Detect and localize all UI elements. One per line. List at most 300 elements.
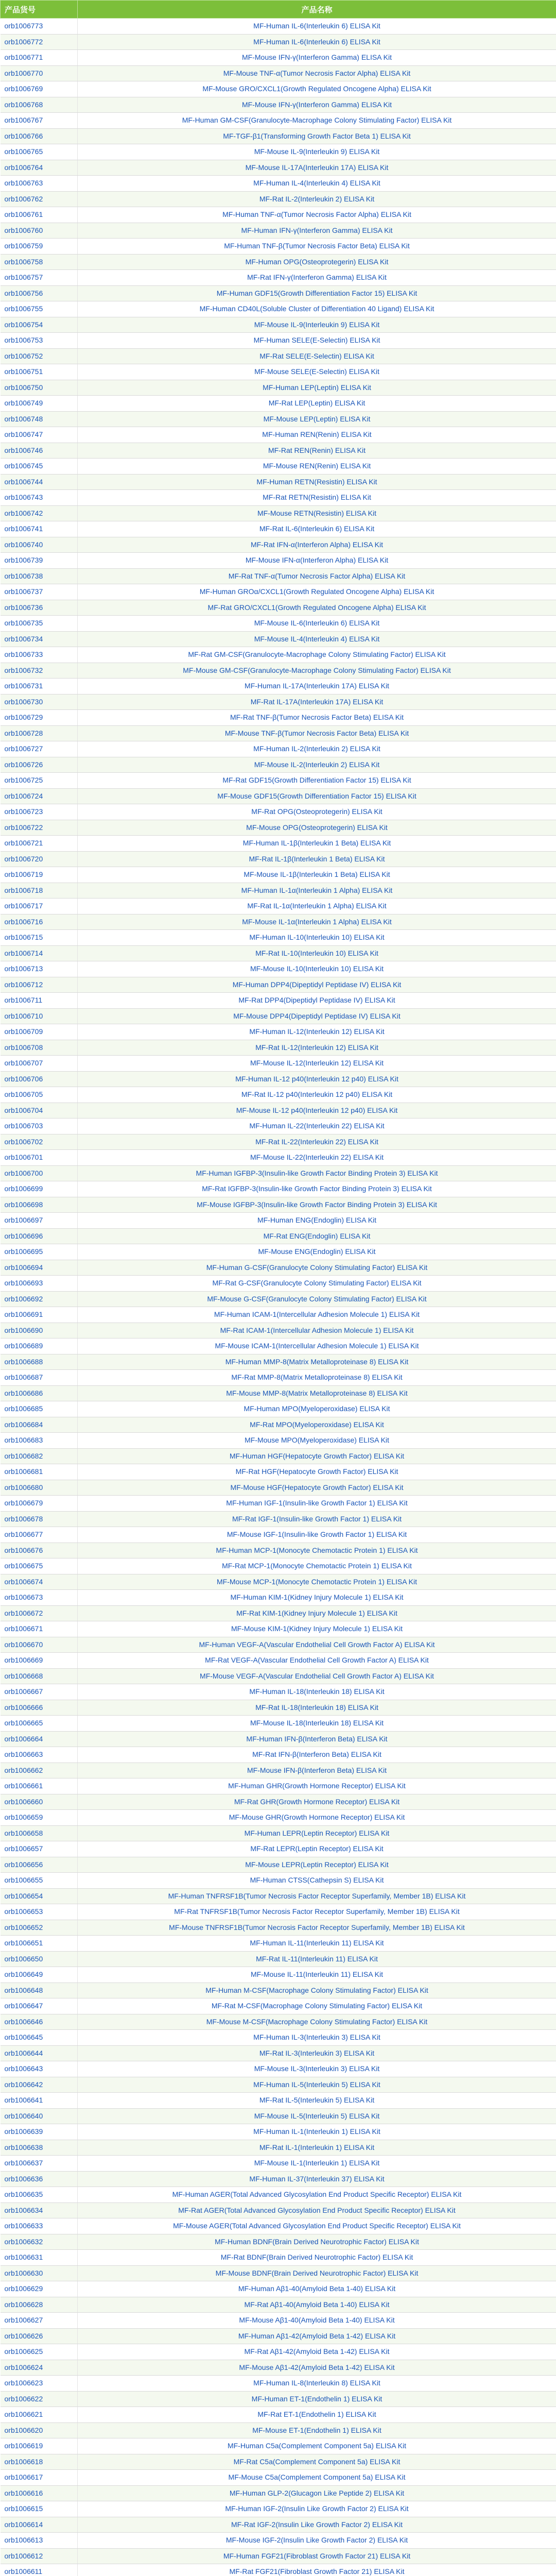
catalog-number-cell: orb1006615 bbox=[1, 2501, 78, 2517]
product-name-cell[interactable]: MF-Rat IL-1(Interleukin 1) ELISA Kit bbox=[78, 2140, 556, 2156]
product-name-cell[interactable]: MF-Human IL-12 p40(Interleukin 12 p40) ELISA Kit bbox=[78, 1071, 556, 1087]
product-name-cell[interactable]: MF-Mouse IL-5(Interleukin 5) ELISA Kit bbox=[78, 2108, 556, 2124]
product-name-cell[interactable]: MF-Rat GHR(Growth Hormone Receptor) ELISA Kit bbox=[78, 1794, 556, 1810]
product-name-cell[interactable]: MF-Mouse LEPR(Leptin Receptor) ELISA Kit bbox=[78, 1857, 556, 1873]
product-name-cell[interactable]: MF-Rat ET-1(Endothelin 1) ELISA Kit bbox=[78, 2407, 556, 2423]
table-row bbox=[1, 2077, 556, 2093]
table-row bbox=[1, 2344, 556, 2360]
catalog-number-cell: orb1006730 bbox=[1, 694, 78, 710]
product-name-cell[interactable]: MF-Human BDNF(Brain Derived Neurotrophic Factor) ELISA Kit bbox=[78, 2234, 556, 2250]
product-name-cell[interactable]: MF-Mouse TNFRSF1B(Tumor Necrosis Factor Receptor Superfamily, Member 1B) ELISA Kit bbox=[78, 1920, 556, 1936]
product-name-cell[interactable]: MF-Rat IFN-α(Interferon Alpha) ELISA Kit bbox=[78, 537, 556, 553]
product-name-cell[interactable]: MF-Human C5a(Complement Component 5a) ELISA Kit bbox=[78, 2438, 556, 2454]
product-name-cell[interactable]: MF-Human M-CSF(Macrophage Colony Stimulating Factor) ELISA Kit bbox=[78, 1982, 556, 1998]
product-name-cell[interactable]: MF-Human IL-18(Interleukin 18) ELISA Kit bbox=[78, 1684, 556, 1700]
table-row bbox=[1, 50, 556, 66]
table-row bbox=[1, 1464, 556, 1480]
product-name-cell[interactable]: MF-Human IGFBP-3(Insulin-like Growth Factor Binding Protein 3) ELISA Kit bbox=[78, 1165, 556, 1181]
product-name-cell[interactable]: MF-Mouse OPG(Osteoprotegerin) ELISA Kit bbox=[78, 820, 556, 836]
product-name-cell[interactable]: MF-Mouse TNF-β(Tumor Necrosis Factor Beta) ELISA Kit bbox=[78, 725, 556, 741]
product-name-cell[interactable]: MF-Human GM-CSF(Granulocyte-Macrophage Colony Stimulating Factor) ELISA Kit bbox=[78, 113, 556, 129]
catalog-number-cell: orb1006624 bbox=[1, 2360, 78, 2376]
product-name-cell[interactable]: MF-Mouse IGF-1(Insulin-like Growth Factor 1) ELISA Kit bbox=[78, 1527, 556, 1543]
table-row bbox=[1, 1338, 556, 1354]
product-name-cell[interactable]: MF-Human AGER(Total Advanced Glycosylation End Product Specific Receptor) ELISA Kit bbox=[78, 2187, 556, 2203]
table-row bbox=[1, 663, 556, 679]
catalog-number-cell: orb1006650 bbox=[1, 1951, 78, 1967]
product-name-cell[interactable]: MF-Rat ENG(Endoglin) ELISA Kit bbox=[78, 1228, 556, 1244]
catalog-number-cell: orb1006621 bbox=[1, 2407, 78, 2423]
product-name-cell[interactable]: MF-Mouse IL-9(Interleukin 9) ELISA Kit bbox=[78, 317, 556, 333]
product-name-cell[interactable]: MF-Human IL-4(Interleukin 4) ELISA Kit bbox=[78, 176, 556, 192]
product-name-cell[interactable]: MF-Mouse IGF-2(Insulin Like Growth Factor 2) ELISA Kit bbox=[78, 2533, 556, 2549]
product-name-cell[interactable]: MF-Human HGF(Hepatocyte Growth Factor) ELISA Kit bbox=[78, 1448, 556, 1464]
table-row bbox=[1, 1621, 556, 1637]
table-row bbox=[1, 364, 556, 380]
product-name-cell[interactable]: MF-Rat IL-22(Interleukin 22) ELISA Kit bbox=[78, 1134, 556, 1150]
product-name-cell[interactable]: MF-Mouse IL-6(Interleukin 6) ELISA Kit bbox=[78, 616, 556, 632]
product-name-cell[interactable]: MF-Rat FGF21(Fibroblast Growth Factor 21) ELISA Kit bbox=[78, 2564, 556, 2576]
table-row bbox=[1, 616, 556, 632]
product-name-cell[interactable]: MF-Mouse DPP4(Dipeptidyl Peptidase IV) ELISA Kit bbox=[78, 1008, 556, 1024]
catalog-number-cell: orb1006753 bbox=[1, 333, 78, 349]
table-row bbox=[1, 97, 556, 113]
product-name-cell[interactable]: MF-Rat REN(Renin) ELISA Kit bbox=[78, 443, 556, 459]
product-name-cell[interactable]: MF-Human IL-11(Interleukin 11) ELISA Kit bbox=[78, 1936, 556, 1952]
table-row bbox=[1, 1527, 556, 1543]
table-row bbox=[1, 1684, 556, 1700]
catalog-number-cell: orb1006670 bbox=[1, 1637, 78, 1653]
table-row bbox=[1, 584, 556, 600]
product-name-cell[interactable]: MF-Human RETN(Resistin) ELISA Kit bbox=[78, 474, 556, 490]
product-name-cell[interactable]: MF-Human TNF-α(Tumor Necrosis Factor Alpha) ELISA Kit bbox=[78, 207, 556, 223]
table-row bbox=[1, 2533, 556, 2549]
product-name-cell[interactable]: MF-Rat RETN(Resistin) ELISA Kit bbox=[78, 490, 556, 506]
catalog-number-cell: orb1006685 bbox=[1, 1401, 78, 1417]
column-header-catalog-number: 产品货号 bbox=[1, 1, 78, 19]
product-name-cell[interactable]: MF-Human KIM-1(Kidney Injury Molecule 1) ELISA Kit bbox=[78, 1590, 556, 1606]
catalog-number-cell: orb1006690 bbox=[1, 1323, 78, 1338]
table-row bbox=[1, 1354, 556, 1370]
product-name-cell[interactable]: MF-Mouse IL-18(Interleukin 18) ELISA Kit bbox=[78, 1716, 556, 1732]
catalog-number-cell: orb1006682 bbox=[1, 1448, 78, 1464]
product-name-cell[interactable]: MF-Human IL-1β(Interleukin 1 Beta) ELISA Kit bbox=[78, 836, 556, 852]
table-row bbox=[1, 521, 556, 537]
table-row bbox=[1, 1150, 556, 1166]
product-name-cell[interactable]: MF-Mouse IFN-γ(Interferon Gamma) ELISA Kit bbox=[78, 97, 556, 113]
product-name-cell[interactable]: MF-Rat C5a(Complement Component 5a) ELISA Kit bbox=[78, 2454, 556, 2470]
product-name-cell[interactable]: MF-Rat IL-3(Interleukin 3) ELISA Kit bbox=[78, 2045, 556, 2061]
product-name-cell[interactable]: MF-Rat HGF(Hepatocyte Growth Factor) ELISA Kit bbox=[78, 1464, 556, 1480]
product-name-cell[interactable]: MF-Human LEPR(Leptin Receptor) ELISA Kit bbox=[78, 1825, 556, 1841]
product-name-cell[interactable]: MF-Rat Aβ1-40(Amyloid Beta 1-40) ELISA Kit bbox=[78, 2297, 556, 2313]
product-name-cell[interactable]: MF-Human CD40L(Soluble Cluster of Differentiation 40 Ligand) ELISA Kit bbox=[78, 301, 556, 317]
product-name-cell[interactable]: MF-Rat IL-17A(Interleukin 17A) ELISA Kit bbox=[78, 694, 556, 710]
catalog-number-cell: orb1006718 bbox=[1, 883, 78, 899]
catalog-number-cell: orb1006638 bbox=[1, 2140, 78, 2156]
table-row bbox=[1, 2030, 556, 2046]
product-name-cell[interactable]: MF-Mouse M-CSF(Macrophage Colony Stimulating Factor) ELISA Kit bbox=[78, 2014, 556, 2030]
catalog-number-cell: orb1006767 bbox=[1, 113, 78, 129]
product-name-cell[interactable]: MF-Human IL-10(Interleukin 10) ELISA Kit bbox=[78, 930, 556, 946]
catalog-number-cell: orb1006740 bbox=[1, 537, 78, 553]
catalog-number-cell: orb1006641 bbox=[1, 2093, 78, 2109]
product-name-cell[interactable]: MF-Mouse IFN-α(Interferon Alpha) ELISA Kit bbox=[78, 553, 556, 569]
product-name-cell[interactable]: MF-Human Aβ1-40(Amyloid Beta 1-40) ELISA Kit bbox=[78, 2281, 556, 2297]
product-name-cell[interactable]: MF-Human IL-6(Interleukin 6) ELISA Kit bbox=[78, 34, 556, 50]
product-name-cell[interactable]: MF-Mouse Aβ1-40(Amyloid Beta 1-40) ELISA Kit bbox=[78, 2313, 556, 2329]
table-row bbox=[1, 2250, 556, 2266]
product-name-cell[interactable]: MF-Mouse BDNF(Brain Derived Neurotrophic Factor) ELISA Kit bbox=[78, 2265, 556, 2281]
catalog-number-cell: orb1006653 bbox=[1, 1904, 78, 1920]
catalog-number-cell: orb1006769 bbox=[1, 81, 78, 97]
product-name-cell[interactable]: MF-Rat Aβ1-42(Amyloid Beta 1-42) ELISA Kit bbox=[78, 2344, 556, 2360]
product-name-cell[interactable]: MF-Mouse REN(Renin) ELISA Kit bbox=[78, 459, 556, 474]
product-name-cell[interactable]: MF-Mouse MPO(Myeloperoxidase) ELISA Kit bbox=[78, 1433, 556, 1449]
catalog-number-cell: orb1006746 bbox=[1, 443, 78, 459]
product-name-cell[interactable]: MF-Rat SELE(E-Selectin) ELISA Kit bbox=[78, 348, 556, 364]
catalog-number-cell: orb1006613 bbox=[1, 2533, 78, 2549]
catalog-number-cell: orb1006745 bbox=[1, 459, 78, 474]
product-name-cell[interactable]: MF-Mouse IL-12(Interleukin 12) ELISA Kit bbox=[78, 1056, 556, 1072]
catalog-number-cell: orb1006671 bbox=[1, 1621, 78, 1637]
table-row bbox=[1, 65, 556, 81]
catalog-number-cell: orb1006712 bbox=[1, 977, 78, 993]
product-name-cell[interactable]: MF-Mouse LEP(Leptin) ELISA Kit bbox=[78, 411, 556, 427]
product-name-cell[interactable]: MF-Mouse MCP-1(Monocyte Chemotactic Protein 1) ELISA Kit bbox=[78, 1574, 556, 1590]
table-row bbox=[1, 851, 556, 867]
table-row bbox=[1, 914, 556, 930]
product-name-cell[interactable]: MF-Rat IL-12(Interleukin 12) ELISA Kit bbox=[78, 1040, 556, 1056]
product-name-cell[interactable]: MF-Mouse IL-9(Interleukin 9) ELISA Kit bbox=[78, 144, 556, 160]
catalog-number-cell: orb1006702 bbox=[1, 1134, 78, 1150]
product-name-cell[interactable]: MF-Mouse ICAM-1(Intercellular Adhesion Molecule 1) ELISA Kit bbox=[78, 1338, 556, 1354]
product-name-cell[interactable]: MF-Mouse ET-1(Endothelin 1) ELISA Kit bbox=[78, 2422, 556, 2438]
catalog-number-cell: orb1006654 bbox=[1, 1888, 78, 1904]
product-name-cell[interactable]: MF-Rat MCP-1(Monocyte Chemotactic Protein 1) ELISA Kit bbox=[78, 1558, 556, 1574]
catalog-number-cell: orb1006669 bbox=[1, 1653, 78, 1669]
table-row bbox=[1, 1244, 556, 1260]
catalog-number-cell: orb1006764 bbox=[1, 160, 78, 176]
product-name-cell[interactable]: MF-Human IFN-β(Interferon Beta) ELISA Kit bbox=[78, 1731, 556, 1747]
product-name-cell[interactable]: MF-Human TNF-β(Tumor Necrosis Factor Beta) ELISA Kit bbox=[78, 239, 556, 255]
table-row bbox=[1, 977, 556, 993]
table-row bbox=[1, 1511, 556, 1527]
product-name-cell[interactable]: MF-Human ENG(Endoglin) ELISA Kit bbox=[78, 1213, 556, 1229]
table-row bbox=[1, 459, 556, 474]
product-name-cell[interactable]: MF-Rat IL-5(Interleukin 5) ELISA Kit bbox=[78, 2093, 556, 2109]
table-row bbox=[1, 113, 556, 129]
table-row bbox=[1, 1385, 556, 1401]
catalog-number-cell: orb1006668 bbox=[1, 1668, 78, 1684]
product-name-cell[interactable]: MF-Human GDF15(Growth Differentiation Factor 15) ELISA Kit bbox=[78, 285, 556, 301]
product-name-cell[interactable]: MF-Mouse IFN-β(Interferon Beta) ELISA Kit bbox=[78, 1762, 556, 1778]
table-row bbox=[1, 1700, 556, 1716]
table-row bbox=[1, 2202, 556, 2218]
product-name-cell[interactable]: MF-Mouse GHR(Growth Hormone Receptor) ELISA Kit bbox=[78, 1810, 556, 1826]
catalog-number-cell: orb1006737 bbox=[1, 584, 78, 600]
product-name-cell[interactable]: MF-Rat M-CSF(Macrophage Colony Stimulating Factor) ELISA Kit bbox=[78, 1998, 556, 2014]
table-row bbox=[1, 568, 556, 584]
table-row bbox=[1, 1936, 556, 1952]
product-name-cell[interactable]: MF-Rat OPG(Osteoprotegerin) ELISA Kit bbox=[78, 804, 556, 820]
table-row bbox=[1, 443, 556, 459]
table-row bbox=[1, 1904, 556, 1920]
catalog-number-cell: orb1006619 bbox=[1, 2438, 78, 2454]
product-name-cell[interactable]: MF-Human IL-3(Interleukin 3) ELISA Kit bbox=[78, 2030, 556, 2046]
product-name-cell[interactable]: MF-Rat GRO/CXCL1(Growth Regulated Oncogene Alpha) ELISA Kit bbox=[78, 600, 556, 616]
table-row bbox=[1, 2501, 556, 2517]
product-name-cell[interactable]: MF-Human G-CSF(Granulocyte Colony Stimulating Factor) ELISA Kit bbox=[78, 1260, 556, 1276]
table-row bbox=[1, 2391, 556, 2407]
product-name-cell[interactable]: MF-Human SELE(E-Selectin) ELISA Kit bbox=[78, 333, 556, 349]
product-name-cell[interactable]: MF-Rat TNFRSF1B(Tumor Necrosis Factor Receptor Superfamily, Member 1B) ELISA Kit bbox=[78, 1904, 556, 1920]
product-name-cell[interactable]: MF-Human MPO(Myeloperoxidase) ELISA Kit bbox=[78, 1401, 556, 1417]
product-name-cell[interactable]: MF-Rat IL-10(Interleukin 10) ELISA Kit bbox=[78, 945, 556, 961]
product-name-cell[interactable]: MF-Human IL-8(Interleukin 8) ELISA Kit bbox=[78, 2376, 556, 2392]
catalog-number-cell: orb1006664 bbox=[1, 1731, 78, 1747]
table-row bbox=[1, 1323, 556, 1338]
catalog-number-cell: orb1006773 bbox=[1, 19, 78, 35]
table-row bbox=[1, 1008, 556, 1024]
catalog-number-cell: orb1006647 bbox=[1, 1998, 78, 2014]
product-name-cell[interactable]: MF-Mouse IL-3(Interleukin 3) ELISA Kit bbox=[78, 2061, 556, 2077]
table-row bbox=[1, 2218, 556, 2234]
catalog-number-cell: orb1006661 bbox=[1, 1778, 78, 1794]
product-name-cell[interactable]: MF-Human IL-12(Interleukin 12) ELISA Kit bbox=[78, 1024, 556, 1040]
product-name-cell[interactable]: MF-Mouse IL-4(Interleukin 4) ELISA Kit bbox=[78, 631, 556, 647]
table-row bbox=[1, 191, 556, 207]
product-name-cell[interactable]: MF-Human ET-1(Endothelin 1) ELISA Kit bbox=[78, 2391, 556, 2407]
product-name-cell[interactable]: MF-Rat G-CSF(Granulocyte Colony Stimulating Factor) ELISA Kit bbox=[78, 1276, 556, 1292]
product-name-cell[interactable]: MF-Human Aβ1-42(Amyloid Beta 1-42) ELISA Kit bbox=[78, 2328, 556, 2344]
product-name-cell[interactable]: MF-Rat DPP4(Dipeptidyl Peptidase IV) ELISA Kit bbox=[78, 993, 556, 1009]
catalog-number-cell: orb1006628 bbox=[1, 2297, 78, 2313]
product-name-cell[interactable]: MF-Mouse GDF15(Growth Differentiation Factor 15) ELISA Kit bbox=[78, 788, 556, 804]
table-row bbox=[1, 2234, 556, 2250]
product-name-cell[interactable]: MF-Rat ICAM-1(Intercellular Adhesion Molecule 1) ELISA Kit bbox=[78, 1323, 556, 1338]
catalog-number-cell: orb1006710 bbox=[1, 1008, 78, 1024]
table-row bbox=[1, 1731, 556, 1747]
catalog-number-cell: orb1006627 bbox=[1, 2313, 78, 2329]
product-name-cell[interactable]: MF-Mouse GM-CSF(Granulocyte-Macrophage Colony Stimulating Factor) ELISA Kit bbox=[78, 663, 556, 679]
product-name-cell[interactable]: MF-Rat IL-1β(Interleukin 1 Beta) ELISA Kit bbox=[78, 851, 556, 867]
table-row bbox=[1, 2156, 556, 2172]
product-name-cell[interactable]: MF-Mouse G-CSF(Granulocyte Colony Stimulating Factor) ELISA Kit bbox=[78, 1291, 556, 1307]
catalog-number-cell: orb1006758 bbox=[1, 254, 78, 270]
table-row bbox=[1, 1370, 556, 1386]
product-name-cell[interactable]: MF-Mouse RETN(Resistin) ELISA Kit bbox=[78, 505, 556, 521]
table-row bbox=[1, 1417, 556, 1433]
table-row bbox=[1, 1637, 556, 1653]
product-name-cell[interactable]: MF-Rat AGER(Total Advanced Glycosylation End Product Specific Receptor) ELISA Kit bbox=[78, 2202, 556, 2218]
catalog-number-cell: orb1006726 bbox=[1, 757, 78, 773]
product-name-cell[interactable]: MF-Human FGF21(Fibroblast Growth Factor 21) ELISA Kit bbox=[78, 2548, 556, 2564]
product-name-cell[interactable]: MF-Human MCP-1(Monocyte Chemotactic Protein 1) ELISA Kit bbox=[78, 1543, 556, 1558]
table-row bbox=[1, 411, 556, 427]
product-name-cell[interactable]: MF-Human IL-22(Interleukin 22) ELISA Kit bbox=[78, 1118, 556, 1134]
table-row bbox=[1, 2360, 556, 2376]
catalog-number-cell: orb1006747 bbox=[1, 427, 78, 443]
product-name-cell[interactable]: MF-Human IGF-1(Insulin-like Growth Factor 1) ELISA Kit bbox=[78, 1496, 556, 1512]
product-name-cell[interactable]: MF-TGF-β1(Transforming Growth Factor Beta 1) ELISA Kit bbox=[78, 128, 556, 144]
product-name-cell[interactable]: MF-Human GLP-2(Glucagon Like Peptide 2) ELISA Kit bbox=[78, 2485, 556, 2501]
catalog-number-cell: orb1006678 bbox=[1, 1511, 78, 1527]
product-name-cell[interactable]: MF-Rat IL-2(Interleukin 2) ELISA Kit bbox=[78, 191, 556, 207]
table-row bbox=[1, 1810, 556, 1826]
product-name-cell[interactable]: MF-Mouse ENG(Endoglin) ELISA Kit bbox=[78, 1244, 556, 1260]
product-name-cell[interactable]: MF-Human ICAM-1(Intercellular Adhesion Molecule 1) ELISA Kit bbox=[78, 1307, 556, 1323]
product-name-cell[interactable]: MF-Mouse IL-22(Interleukin 22) ELISA Kit bbox=[78, 1150, 556, 1166]
product-name-cell[interactable]: MF-Mouse AGER(Total Advanced Glycosylation End Product Specific Receptor) ELISA Kit bbox=[78, 2218, 556, 2234]
table-row bbox=[1, 1228, 556, 1244]
product-name-cell[interactable]: MF-Human DPP4(Dipeptidyl Peptidase IV) ELISA Kit bbox=[78, 977, 556, 993]
product-name-cell[interactable]: MF-Human IL-6(Interleukin 6) ELISA Kit bbox=[78, 19, 556, 35]
product-name-cell[interactable]: MF-Rat IL-11(Interleukin 11) ELISA Kit bbox=[78, 1951, 556, 1967]
product-name-cell[interactable]: MF-Human LEP(Leptin) ELISA Kit bbox=[78, 380, 556, 396]
catalog-number-cell: orb1006639 bbox=[1, 2124, 78, 2140]
catalog-number-cell: orb1006711 bbox=[1, 993, 78, 1009]
catalog-number-cell: orb1006744 bbox=[1, 474, 78, 490]
product-name-cell[interactable]: MF-Rat KIM-1(Kidney Injury Molecule 1) ELISA Kit bbox=[78, 1605, 556, 1621]
product-name-cell[interactable]: MF-Mouse GRO/CXCL1(Growth Regulated Oncogene Alpha) ELISA Kit bbox=[78, 81, 556, 97]
product-name-cell[interactable]: MF-Mouse IL-1β(Interleukin 1 Beta) ELISA Kit bbox=[78, 867, 556, 883]
product-name-cell[interactable]: MF-Rat VEGF-A(Vascular Endothelial Cell Growth Factor A) ELISA Kit bbox=[78, 1653, 556, 1669]
product-name-cell[interactable]: MF-Human IL-5(Interleukin 5) ELISA Kit bbox=[78, 2077, 556, 2093]
table-row bbox=[1, 1762, 556, 1778]
catalog-number-cell: orb1006656 bbox=[1, 1857, 78, 1873]
catalog-number-cell: orb1006676 bbox=[1, 1543, 78, 1558]
product-name-cell[interactable]: MF-Rat TNF-α(Tumor Necrosis Factor Alpha) ELISA Kit bbox=[78, 568, 556, 584]
product-name-cell[interactable]: MF-Human IL-17A(Interleukin 17A) ELISA Kit bbox=[78, 679, 556, 694]
product-name-cell[interactable]: MF-Human TNFRSF1B(Tumor Necrosis Factor Receptor Superfamily, Member 1B) ELISA Kit bbox=[78, 1888, 556, 1904]
catalog-number-cell: orb1006768 bbox=[1, 97, 78, 113]
product-name-cell[interactable]: MF-Rat GM-CSF(Granulocyte-Macrophage Colony Stimulating Factor) ELISA Kit bbox=[78, 647, 556, 663]
catalog-number-cell: orb1006738 bbox=[1, 568, 78, 584]
table-row bbox=[1, 160, 556, 176]
table-row bbox=[1, 1841, 556, 1857]
table-row bbox=[1, 2328, 556, 2344]
product-name-cell[interactable]: MF-Human IL-2(Interleukin 2) ELISA Kit bbox=[78, 741, 556, 757]
product-name-cell[interactable]: MF-Human CTSS(Cathepsin S) ELISA Kit bbox=[78, 1873, 556, 1889]
product-name-cell[interactable]: MF-Human IGF-2(Insulin Like Growth Factor 2) ELISA Kit bbox=[78, 2501, 556, 2517]
product-name-cell[interactable]: MF-Mouse IL-11(Interleukin 11) ELISA Kit bbox=[78, 1967, 556, 1983]
product-name-cell[interactable]: MF-Mouse VEGF-A(Vascular Endothelial Cell Growth Factor A) ELISA Kit bbox=[78, 1668, 556, 1684]
table-row bbox=[1, 1181, 556, 1197]
product-name-cell[interactable]: MF-Human IL-1α(Interleukin 1 Alpha) ELISA Kit bbox=[78, 883, 556, 899]
product-name-cell[interactable]: MF-Rat TNF-β(Tumor Necrosis Factor Beta) ELISA Kit bbox=[78, 710, 556, 726]
catalog-number-cell: orb1006646 bbox=[1, 2014, 78, 2030]
catalog-number-cell: orb1006673 bbox=[1, 1590, 78, 1606]
catalog-number-cell: orb1006693 bbox=[1, 1276, 78, 1292]
catalog-number-cell: orb1006754 bbox=[1, 317, 78, 333]
table-row bbox=[1, 1276, 556, 1292]
product-name-cell[interactable]: MF-Rat MMP-8(Matrix Metalloproteinase 8) ELISA Kit bbox=[78, 1370, 556, 1386]
catalog-number-cell: orb1006686 bbox=[1, 1385, 78, 1401]
product-name-cell[interactable]: MF-Rat IL-1α(Interleukin 1 Alpha) ELISA Kit bbox=[78, 899, 556, 914]
product-name-cell[interactable]: MF-Mouse IL-2(Interleukin 2) ELISA Kit bbox=[78, 757, 556, 773]
table-row bbox=[1, 2281, 556, 2297]
product-name-cell[interactable]: MF-Human VEGF-A(Vascular Endothelial Cell Growth Factor A) ELISA Kit bbox=[78, 1637, 556, 1653]
table-row bbox=[1, 710, 556, 726]
catalog-number-cell: orb1006713 bbox=[1, 961, 78, 977]
table-row bbox=[1, 333, 556, 349]
catalog-number-cell: orb1006645 bbox=[1, 2030, 78, 2046]
catalog-number-cell: orb1006637 bbox=[1, 2156, 78, 2172]
catalog-number-cell: orb1006719 bbox=[1, 867, 78, 883]
product-name-cell[interactable]: MF-Rat IGF-2(Insulin Like Growth Factor 2) ELISA Kit bbox=[78, 2517, 556, 2533]
product-name-cell[interactable]: MF-Human IL-1(Interleukin 1) ELISA Kit bbox=[78, 2124, 556, 2140]
product-name-cell[interactable]: MF-Human OPG(Osteoprotegerin) ELISA Kit bbox=[78, 254, 556, 270]
product-name-cell[interactable]: MF-Rat IL-12 p40(Interleukin 12 p40) ELISA Kit bbox=[78, 1087, 556, 1103]
table-row bbox=[1, 270, 556, 286]
table-row bbox=[1, 804, 556, 820]
catalog-number-cell: orb1006620 bbox=[1, 2422, 78, 2438]
catalog-number-cell: orb1006651 bbox=[1, 1936, 78, 1952]
product-name-cell[interactable]: MF-Rat LEP(Leptin) ELISA Kit bbox=[78, 396, 556, 412]
table-row bbox=[1, 128, 556, 144]
product-name-cell[interactable]: MF-Rat LEPR(Leptin Receptor) ELISA Kit bbox=[78, 1841, 556, 1857]
product-name-cell[interactable]: MF-Mouse KIM-1(Kidney Injury Molecule 1) ELISA Kit bbox=[78, 1621, 556, 1637]
product-name-cell[interactable]: MF-Mouse SELE(E-Selectin) ELISA Kit bbox=[78, 364, 556, 380]
product-name-cell[interactable]: MF-Mouse IL-12 p40(Interleukin 12 p40) ELISA Kit bbox=[78, 1103, 556, 1118]
product-name-cell[interactable]: MF-Rat IL-6(Interleukin 6) ELISA Kit bbox=[78, 521, 556, 537]
product-name-cell[interactable]: MF-Rat IFN-γ(Interferon Gamma) ELISA Kit bbox=[78, 270, 556, 286]
catalog-number-cell: orb1006699 bbox=[1, 1181, 78, 1197]
product-name-cell[interactable]: MF-Rat BDNF(Brain Derived Neurotrophic Factor) ELISA Kit bbox=[78, 2250, 556, 2266]
product-name-cell[interactable]: MF-Rat IL-18(Interleukin 18) ELISA Kit bbox=[78, 1700, 556, 1716]
catalog-number-cell: orb1006667 bbox=[1, 1684, 78, 1700]
product-name-cell[interactable]: MF-Mouse IL-17A(Interleukin 17A) ELISA Kit bbox=[78, 160, 556, 176]
product-name-cell[interactable]: MF-Rat MPO(Myeloperoxidase) ELISA Kit bbox=[78, 1417, 556, 1433]
catalog-number-cell: orb1006648 bbox=[1, 1982, 78, 1998]
product-name-cell[interactable]: MF-Mouse IL-10(Interleukin 10) ELISA Kit bbox=[78, 961, 556, 977]
catalog-number-cell: orb1006614 bbox=[1, 2517, 78, 2533]
table-row bbox=[1, 930, 556, 946]
table-row bbox=[1, 2108, 556, 2124]
catalog-number-cell: orb1006749 bbox=[1, 396, 78, 412]
product-name-cell[interactable]: MF-Mouse IL-1α(Interleukin 1 Alpha) ELISA Kit bbox=[78, 914, 556, 930]
catalog-number-cell: orb1006763 bbox=[1, 176, 78, 192]
table-row bbox=[1, 2093, 556, 2109]
product-name-cell[interactable]: MF-Human GROα/CXCL1(Growth Regulated Oncogene Alpha) ELISA Kit bbox=[78, 584, 556, 600]
product-name-cell[interactable]: MF-Rat IGF-1(Insulin-like Growth Factor 1) ELISA Kit bbox=[78, 1511, 556, 1527]
product-name-cell[interactable]: MF-Mouse C5a(Complement Component 5a) ELISA Kit bbox=[78, 2470, 556, 2486]
product-name-cell[interactable]: MF-Human GHR(Growth Hormone Receptor) ELISA Kit bbox=[78, 1778, 556, 1794]
product-name-cell[interactable]: MF-Mouse MMP-8(Matrix Metalloproteinase 8) ELISA Kit bbox=[78, 1385, 556, 1401]
product-name-cell[interactable]: MF-Rat IFN-β(Interferon Beta) ELISA Kit bbox=[78, 1747, 556, 1763]
product-name-cell[interactable]: MF-Mouse HGF(Hepatocyte Growth Factor) ELISA Kit bbox=[78, 1480, 556, 1496]
product-name-cell[interactable]: MF-Human IL-37(Interleukin 37) ELISA Kit bbox=[78, 2171, 556, 2187]
catalog-number-cell: orb1006772 bbox=[1, 34, 78, 50]
product-name-cell[interactable]: MF-Human REN(Renin) ELISA Kit bbox=[78, 427, 556, 443]
product-name-cell[interactable]: MF-Mouse IGFBP-3(Insulin-like Growth Factor Binding Protein 3) ELISA Kit bbox=[78, 1197, 556, 1213]
table-row bbox=[1, 2454, 556, 2470]
product-name-cell[interactable]: MF-Rat IGFBP-3(Insulin-like Growth Factor Binding Protein 3) ELISA Kit bbox=[78, 1181, 556, 1197]
catalog-number-cell: orb1006735 bbox=[1, 616, 78, 632]
product-name-cell[interactable]: MF-Human IFN-γ(Interferon Gamma) ELISA Kit bbox=[78, 223, 556, 239]
product-name-cell[interactable]: MF-Rat GDF15(Growth Differentiation Factor 15) ELISA Kit bbox=[78, 773, 556, 789]
product-name-cell[interactable]: MF-Mouse TNF-α(Tumor Necrosis Factor Alpha) ELISA Kit bbox=[78, 65, 556, 81]
product-name-cell[interactable]: MF-Mouse Aβ1-42(Amyloid Beta 1-42) ELISA Kit bbox=[78, 2360, 556, 2376]
table-row bbox=[1, 2124, 556, 2140]
product-name-cell[interactable]: MF-Mouse IL-1(Interleukin 1) ELISA Kit bbox=[78, 2156, 556, 2172]
product-name-cell[interactable]: MF-Human MMP-8(Matrix Metalloproteinase 8) ELISA Kit bbox=[78, 1354, 556, 1370]
catalog-number-cell: orb1006759 bbox=[1, 239, 78, 255]
product-name-cell[interactable]: MF-Mouse IFN-γ(Interferon Gamma) ELISA Kit bbox=[78, 50, 556, 66]
table-row bbox=[1, 1653, 556, 1669]
table-row bbox=[1, 505, 556, 521]
